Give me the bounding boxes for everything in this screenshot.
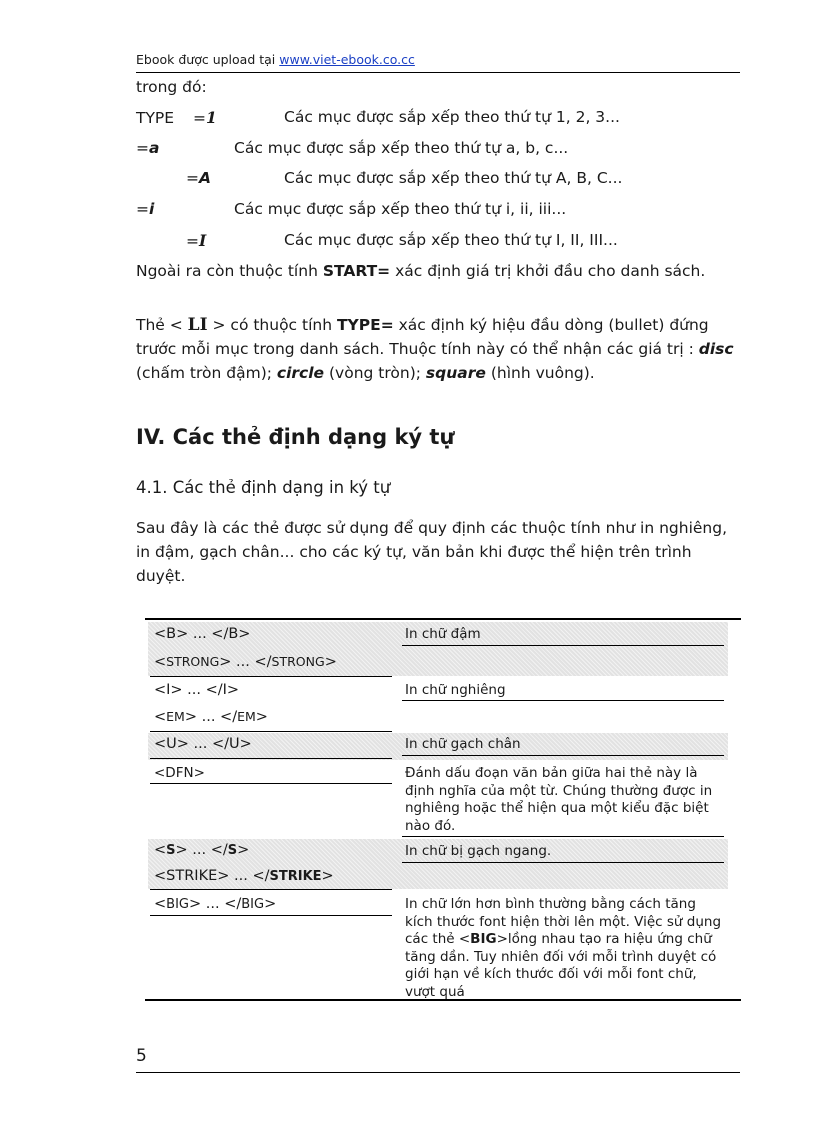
table-top-rule (145, 618, 741, 620)
desc-s-rule (402, 862, 724, 863)
type-row-3-desc: Các mục được sắp xếp theo thứ tự A, B, C... (284, 169, 623, 187)
tag-em: <EM> ... </EM> (154, 709, 268, 725)
tag-i: <I> ... </I> (154, 682, 240, 698)
type-row-4-desc: Các mục được sắp xếp theo thứ tự i, ii, iii... (234, 200, 567, 218)
type-key: TYPE (136, 109, 175, 127)
tag-s: <S> ... </S> (154, 842, 250, 858)
desc-dfn: Đánh dấu đoạn văn bản giữa hai thẻ này là định nghĩa của một từ. Chúng thường được in nghiêng hoặc thể hiện qua một kiểu đặc biệt nào đó. (405, 765, 713, 834)
type-row-5-desc: Các mục được sắp xếp theo thứ tự I, II, III... (284, 231, 618, 249)
tag-big: <BIG> ... </BIG> (154, 896, 277, 912)
desc-s: In chữ bị gạch ngang. (405, 843, 552, 859)
tag-dfn: <DFN> (154, 765, 205, 781)
type-row-1: TYPE =1 (136, 108, 217, 127)
page-header (136, 52, 415, 67)
type-row-4: =i (136, 200, 155, 218)
tag-b-rule (150, 676, 392, 677)
tag-strong: <STRONG> ... </STRONG> (154, 654, 337, 670)
type-row-3: =A (186, 169, 211, 187)
desc-b-rule (402, 645, 724, 646)
desc-u: In chữ gạch chân (405, 736, 521, 752)
start-paragraph: Ngoài ra còn thuộc tính START= xác định giá trị khởi đầu cho danh sách. (136, 262, 706, 280)
footer-rule (136, 1072, 740, 1073)
tag-s-rule (150, 889, 392, 890)
desc-u-rule (402, 755, 724, 756)
desc-big: In chữ lớn hơn bình thường bằng cách tăng kích thước font hiện thời lên một. Việc sử dụng các thẻ <BIG>lồng nhau tạo ra hiệu ứng chữ tăng dần. Tuy nhiên đối với mỗi trình duyệt có giới hạn về kích thước đối với mỗi font chữ, vượt quá (405, 896, 722, 999)
type-row-1-desc: Các mục được sắp xếp theo thứ tự 1, 2, 3... (284, 108, 620, 126)
desc-b: In chữ đậm (405, 626, 481, 642)
tag-strike: <STRIKE> ... </STRIKE> (154, 868, 334, 884)
type-row-5: =I (186, 231, 207, 250)
type-row-2-desc: Các mục được sắp xếp theo thứ tự a, b, c... (234, 139, 569, 157)
tag-big-rule (150, 915, 392, 916)
tag-i-rule (150, 731, 392, 732)
subsection-heading: 4.1. Các thẻ định dạng in ký tự (136, 478, 391, 497)
tag-dfn-rule (150, 783, 392, 784)
table-bottom-rule (145, 999, 741, 1001)
header-link[interactable]: www.viet-ebook.co.cc (279, 52, 415, 67)
type-row-2: =a (136, 139, 160, 157)
intro-text: trong đó: (136, 78, 207, 96)
page-number: 5 (136, 1046, 147, 1066)
intro-paragraph: Sau đây là các thẻ được sử dụng để quy định các thuộc tính như in nghiêng, in đậm, gạch chân... cho các ký tự, văn bản khi được thể hiện trên trình duyệt. (136, 519, 728, 585)
header-rule (136, 72, 740, 73)
desc-dfn-rule (402, 836, 724, 837)
li-paragraph: Thẻ < LI > có thuộc tính TYPE= xác định ký hiệu đầu dòng (bullet) đứng trước mỗi mục trong danh sách. Thuộc tính này có thể nhận các giá trị : disc (chấm tròn đậm); circle (vòng tròn); square (hình vuông). (136, 315, 734, 382)
desc-i: In chữ nghiêng (405, 682, 506, 698)
tag-b: <B> ... </B> (154, 626, 251, 642)
header-text: Ebook được upload tại (136, 52, 280, 67)
tag-u: <U> ... </U> (154, 736, 252, 752)
section-heading: IV. Các thẻ định dạng ký tự (136, 425, 455, 449)
desc-i-rule (402, 700, 724, 701)
tag-u-rule (150, 758, 392, 759)
